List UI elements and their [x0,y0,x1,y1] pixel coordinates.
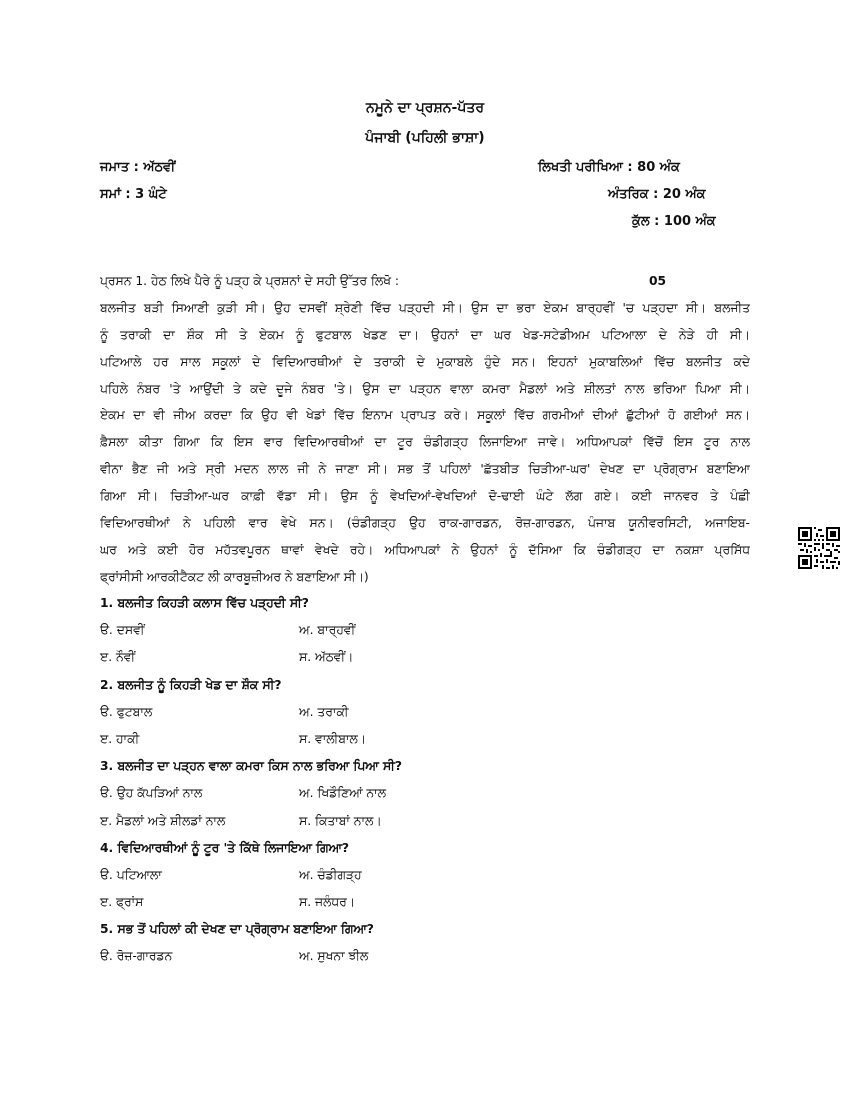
question-text: 3. ਬਲਜੀਤ ਦਾ ਪੜ੍ਹਨ ਵਾਲਾ ਕਮਰਾ ਕਿਸ ਨਾਲ ਭਰਿਆ ਪਿਆ ਸੀ? [100,759,402,774]
internal-marks-label: ਅੰਤਰਿਕ : 20 ਅੰਕ [608,187,706,202]
passage-line: ਪਟਿਆਲੇ ਹਰ ਸਾਲ ਸਕੂਲਾਂ ਦੇ ਵਿਦਿਆਰਥੀਆਂ ਦੇ ਤਰਾਕੀ ਦੇ ਮੁਕਾਬਲੇ ਹੁੰਦੇ ਸਨ। ਇਹਨਾਂ ਮੁਕਾਬਲਿਆਂ ਵਿੱਚ ਬਲਜੀਤ ਕਦੇ [100,354,750,369]
option: ਅ. ਸੁਖਨਾ ਝੀਲ [299,949,369,964]
option: ੳ. ਫੁਟਬਾਲ [100,704,153,719]
passage-line: ਗਿਆ ਸੀ। ਚਿੜੀਆ-ਘਰ ਕਾਫ਼ੀ ਵੱਡਾ ਸੀ। ਉਸ ਨੂੰ ਵੇਖਦਿਆਂ-ਵੇਖਦਿਆਂ ਦੋ-ਢਾਈ ਘੰਟੇ ਲੱਗ ਗਏ। ਕਈ ਜਾਨਵਰ ਤੇ ਪੰਛੀ [100,489,750,504]
class-label: ਜਮਾਤ : ਅੱਠਵੀਂ [100,160,176,175]
options-row [100,726,750,753]
qr-code-icon[interactable] [798,527,840,569]
question-text: 1. ਬਲਜੀਤ ਕਿਹੜੀ ਕਲਾਸ ਵਿੱਚ ਪੜ੍ਹਦੀ ਸੀ? [100,596,309,610]
option: ੲ. ਮੈਡਲਾਂ ਅਤੇ ਸ਼ੀਲਡਾਂ ਨਾਲ [100,813,226,828]
options-row [100,699,750,726]
question-row [100,672,750,699]
option: ੳ. ਦਸਵੀਂ [100,623,145,638]
passage-line: ਫ੍ਰਾਂਸੀਸੀ ਆਰਕੀਟੈਕਟ ਲੀ ਕਾਰਬੂਜ਼ੀਅਰ ਨੇ ਬਣਾਇਆ ਸੀ।) [100,569,369,584]
passage-line: ਫ਼ੈਸਲਾ ਕੀਤਾ ਗਿਆ ਕਿ ਇਸ ਵਾਰ ਵਿਦਿਆਰਥੀਆਂ ਦਾ ਟੂਰ ਚੰਡੀਗੜ੍ਹ ਲਿਜਾਇਆ ਜਾਵੇ। ਅਧਿਆਪਕਾਂ ਵਿੱਚੋਂ ਇਸ ਟੂਰ ਨਾਲ [100,435,750,450]
question-row [100,835,750,862]
page-title: ਨਮੂਨੇ ਦਾ ਪ੍ਰਸ਼ਨ-ਪੱਤਰ [366,100,484,116]
question-row [100,916,750,943]
option: ਸ. ਅੱਠਵੀਂ। [299,650,354,665]
option: ੲ. ਹਾਕੀ [100,731,140,746]
option: ਅ. ਚੰਡੀਗੜ੍ਹ [299,867,362,882]
option: ਸ. ਜਲੰਧਰ। [299,895,356,910]
question-marks: 05 [649,274,667,288]
option: ੳ. ਉਹ ਕੱਪੜਿਆਂ ਨਾਲ [100,786,203,801]
options-row [100,617,750,644]
question-text: 5. ਸਭ ਤੋਂ ਪਹਿਲਾਂ ਕੀ ਦੇਖਣ ਦਾ ਪ੍ਰੋਗ੍ਰਾਮ ਬਣਾਇਆ ਗਿਆ? [100,922,374,937]
option: ਸ. ਕਿਤਾਬਾਂ ਨਾਲ। [299,813,382,828]
option: ੲ. ਫ੍ਰਾਂਸ [100,895,144,910]
passage-line: ਘਰ ਅਤੇ ਕਈ ਹੋਰ ਮਹੱਤਵਪੂਰਨ ਥਾਵਾਂ ਵੇਖਦੇ ਰਹੇ। ਅਧਿਆਪਕਾਂ ਨੇ ਉਹਨਾਂ ਨੂੰ ਦੱਸਿਆ ਕਿ ਚੰਡੀਗੜ੍ਹ ਦਾ ਨਕਸ਼ਾ ਪ੍ਰਸਿੱਧ [100,542,750,557]
option: ੳ. ਪਟਿਆਲਾ [100,867,162,882]
time-label: ਸਮਾਂ : 3 ਘੰਟੇ [100,187,167,202]
options-row [100,808,750,835]
question-row [100,753,750,780]
question-heading: ਪ੍ਰਸਨ 1. ਹੇਠ ਲਿਖੇ ਪੈਰੇ ਨੂੰ ਪੜ੍ਹ ਕੇ ਪ੍ਰਸ਼ਨਾਂ ਦੇ ਸਹੀ ਉੱਤਰ ਲਿਖੋ : [100,274,399,288]
options-row [100,780,750,807]
passage-line: ਵੀਨਾ ਭੈਣ ਜੀ ਅਤੇ ਸ੍ਰੀ ਮਦਨ ਲਾਲ ਜੀ ਨੇ ਜਾਣਾ ਸੀ। ਸਭ ਤੋਂ ਪਹਿਲਾਂ 'ਛੱਤਬੀੜ ਚਿੜੀਆ-ਘਰ' ਦੇਖਣ ਦਾ ਪ੍ਰੋਗ੍ਰਾਮ ਬਣਾਇਆ [100,462,750,477]
option: ੲ. ਨੌਵੀਂ [100,650,136,665]
passage [100,268,750,591]
passage-line: ਬਲਜੀਤ ਬੜੀ ਸਿਆਣੀ ਕੁੜੀ ਸੀ। ਉਹ ਦਸਵੀਂ ਸ਼੍ਰੇਣੀ ਵਿੱਚ ਪੜ੍ਹਦੀ ਸੀ। ਉਸ ਦਾ ਭਰਾ ਏਕਮ ਬਾਰ੍ਹਵੀਂ 'ਚ ਪੜ੍ਹਦਾ ਸੀ। ਬਲਜੀਤ [100,300,750,315]
passage-line: ਵਿਦਿਆਰਥੀਆਂ ਨੇ ਪਹਿਲੀ ਵਾਰ ਵੇਖੇ ਸਨ। (ਚੰਡੀਗੜ੍ਹ ਉਹ ਰਾਕ-ਗਾਰਡਨ, ਰੋਜ਼-ਗਾਰਡਨ, ਪੰਜਾਬ ਯੂਨੀਵਰਸਿਟੀ, ਅਜਾਇਬ- [100,516,750,531]
options-row [100,889,750,916]
passage-line: ਪਹਿਲੇ ਨੰਬਰ 'ਤੇ ਆਉਂਦੀ ਤੇ ਕਦੇ ਦੂਜੇ ਨੰਬਰ 'ਤੇ। ਉਸ ਦਾ ਪੜ੍ਹਨ ਵਾਲਾ ਕਮਰਾ ਮੈਡਲਾਂ ਅਤੇ ਸ਼ੀਲਤਾਂ ਨਾਲ ਭਰਿਆ ਪਿਆ ਸੀ। [100,381,750,396]
option: ਅ. ਬਾਰ੍ਹਵੀਂ [299,623,356,638]
option: ੳ. ਰੋਜ਼-ਗਾਰਡਨ [100,949,173,964]
total-marks-label: ਕੁੱਲ : 100 ਅੰਕ [632,214,716,229]
options-row [100,644,750,671]
option: ਅ. ਤਰਾਕੀ [299,704,349,719]
question-text: 4. ਵਿਦਿਆਰਥੀਆਂ ਨੂੰ ਟੂਰ 'ਤੇ ਕਿੱਥੇ ਲਿਜਾਇਆ ਗਿਆ? [100,840,350,855]
options-row [100,862,750,889]
passage-line: ਏਕਮ ਦਾ ਵੀ ਜੀਅ ਕਰਦਾ ਕਿ ਉਹ ਵੀ ਖੇਡਾਂ ਵਿੱਚ ਇਨਾਮ ਪ੍ਰਾਪਤ ਕਰੇ। ਸਕੂਲਾਂ ਵਿੱਚ ਗਰਮੀਆਂ ਦੀਆਂ ਛੁੱਟੀਆਂ ਹੋ ਗਈਆਂ ਸਨ। [100,408,750,423]
question-row [100,590,750,617]
question-text: 2. ਬਲਜੀਤ ਨੂੰ ਕਿਹੜੀ ਖੇਡ ਦਾ ਸ਼ੌਕ ਸੀ? [100,677,282,692]
options-row [100,943,750,970]
passage-line: ਨੂੰ ਤਰਾਕੀ ਦਾ ਸ਼ੌਕ ਸੀ ਤੇ ਏਕਮ ਨੂੰ ਫੁਟਬਾਲ ਖੇਡਣ ਦਾ। ਉਹਨਾਂ ਦਾ ਘਰ ਖੇਡ-ਸਟੇਡੀਅਮ ਪਟਿਆਲਾ ਦੇ ਨੇੜੇ ਹੀ ਸੀ। [100,327,750,342]
questions-list [100,590,750,971]
question-heading-row [100,268,750,295]
written-marks-label: ਲਿਖਤੀ ਪਰੀਖਿਆ : 80 ਅੰਕ [538,160,680,175]
page-subtitle: ਪੰਜਾਬੀ (ਪਹਿਲੀ ਭਾਸ਼ਾ) [365,130,485,146]
option: ਅ. ਖਿਡੌਣਿਆਂ ਨਾਲ [299,786,386,801]
option: ਸ. ਵਾਲੀਬਾਲ। [299,731,367,746]
